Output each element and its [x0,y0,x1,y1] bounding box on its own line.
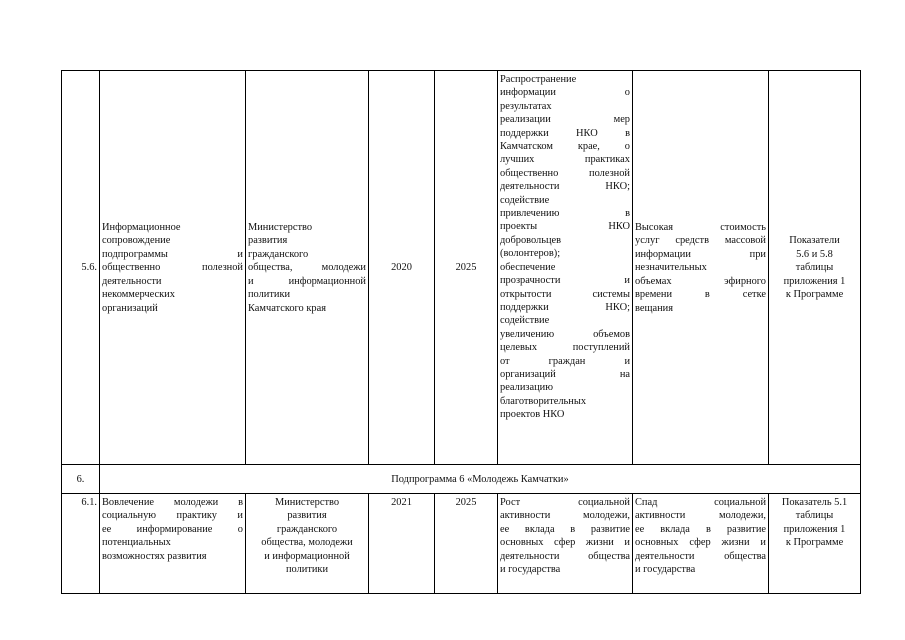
cell-text-line: Рост социальной [500,497,630,508]
row-number: 6.1. [62,494,100,594]
cell-text-line: деятельности общества [500,550,630,562]
cell-text-line: вещания [635,302,673,314]
cell-text-line: времени в сетке [635,289,766,301]
cell-text-line: ее вклада в развитие [635,523,766,535]
start-year: 2021 [369,494,435,594]
cell-text-line: к Программе [785,537,844,549]
cell-text-line: развития [287,510,327,522]
cell-text-line: обеспечение [500,261,556,273]
cell-text-line: гражданского [248,248,309,260]
end-year: 2025 [435,494,498,594]
cell-text-line: незначительных [635,262,707,274]
table-row [62,71,861,465]
cell-text-line: ее информирование о [102,523,243,535]
cell-text-line: организаций на [500,368,630,380]
cell-text-line: и информационной [264,550,350,562]
cell-text-line: деятельности [102,275,162,287]
cell-text-line: гражданского [276,523,338,535]
cell-text-line: и государства [500,564,561,576]
table-row [62,465,861,494]
cell-text-line: Вовлечение молодежи в [102,497,243,508]
expected-result [498,71,633,465]
cell-text-line: активности молодежи, [635,510,766,522]
cell-text-line: Распространение [500,74,577,85]
end-year: 2025 [435,71,498,465]
cell-text-line: и информационной [248,275,366,287]
cell-text-line: к Программе [785,289,844,301]
cell-text-line: социальную практику и [102,510,243,522]
cell-text-line: общества, молодежи [261,537,353,549]
cell-text-line: развития [248,235,288,247]
cell-text-line: сопровождение [102,235,171,247]
cell-text-line: проектов НКО [500,409,565,421]
cell-text-line: Высокая стоимость [635,222,766,234]
cell-text-line: Министерство [248,222,313,234]
cell-text-line: Камчатского края [248,302,326,314]
related-indicators [769,71,861,465]
cell-text-line: от граждан и [500,355,630,367]
non-implementation-consequences [633,494,769,594]
cell-text-line: Показатели [789,235,840,247]
cell-text-line: благотворительных [500,395,587,407]
activity-name [100,71,246,465]
cell-text-line: проекты НКО [500,221,630,233]
cell-text-line: общественно полезной [102,262,243,274]
start-year: 2020 [369,71,435,465]
cell-text-line: информации при [635,248,766,260]
cell-text-line: Камчатском крае, о [500,141,630,153]
cell-text-line: привлечению в [500,208,630,220]
cell-text-line: приложения 1 [783,523,846,535]
cell-text-line: реализацию [500,382,553,394]
cell-text-line: подпрограммы и [102,248,243,260]
cell-text-line: основных сфер жизни и [635,537,766,549]
subprogram-title: Подпрограмма 6 «Молодежь Камчатки» [100,465,861,494]
cell-text-line: прозрачности и [500,275,630,287]
cell-text-line: политики [248,289,291,301]
cell-text-line: таблицы [795,510,834,522]
row-number: 6. [62,465,100,494]
cell-text-line: основных сфер жизни и [500,537,630,549]
cell-text-line: организаций [102,302,158,314]
cell-text-line: деятельности общества [635,550,766,562]
cell-text-line: деятельности НКО; [500,181,630,193]
cell-text-line: услуг средств массовой [635,235,766,247]
cell-text-line: ее вклада в развитие [500,523,630,535]
cell-text-line: добровольцев [500,234,562,246]
cell-text-line: приложения 1 [783,275,846,287]
non-implementation-consequences [633,71,769,465]
cell-text-line: лучших практиках [500,154,630,166]
table-row [62,494,861,594]
cell-text-line: возможностях развития [102,550,207,562]
cell-text-line: поддержки НКО в [500,127,630,139]
cell-text-line: Министерство [274,497,340,508]
cell-text-line: увеличению объемов [500,328,630,340]
cell-text-line: открытости системы [500,288,630,300]
cell-text-line: объемах эфирного [635,275,766,287]
cell-text-line: политики [285,564,329,576]
cell-text-line: реализации мер [500,114,630,126]
responsible-executor [246,71,369,465]
cell-text-line: содействие [500,194,550,206]
row-number: 5.6. [62,71,100,465]
cell-text-line: общества, молодежи [248,262,366,274]
responsible-executor [246,494,369,594]
cell-text-line: общественно полезной [500,167,630,179]
cell-text-line: Показатель 5.1 [781,497,848,508]
cell-text-line: поддержки НКО; [500,301,630,313]
cell-text-line: таблицы [795,262,834,274]
cell-text-line: Информационное [102,222,181,234]
cell-text-line: и государства [635,564,696,576]
program-measures-table [61,70,861,594]
cell-text-line: содействие [500,315,550,327]
cell-text-line: Спад социальной [635,497,766,508]
related-indicators [769,494,861,594]
cell-text-line: 5.6 и 5.8 [796,248,833,260]
cell-text-line: активности молодежи, [500,510,630,522]
expected-result [498,494,633,594]
cell-text-line: результатах [500,100,552,112]
cell-text-line: потенциальных [102,537,171,549]
cell-text-line: (волонтеров); [500,248,561,260]
cell-text-line: целевых поступлений [500,342,630,354]
activity-name [100,494,246,594]
cell-text-line: информации о [500,87,630,99]
cell-text-line: некоммерческих [102,289,175,301]
